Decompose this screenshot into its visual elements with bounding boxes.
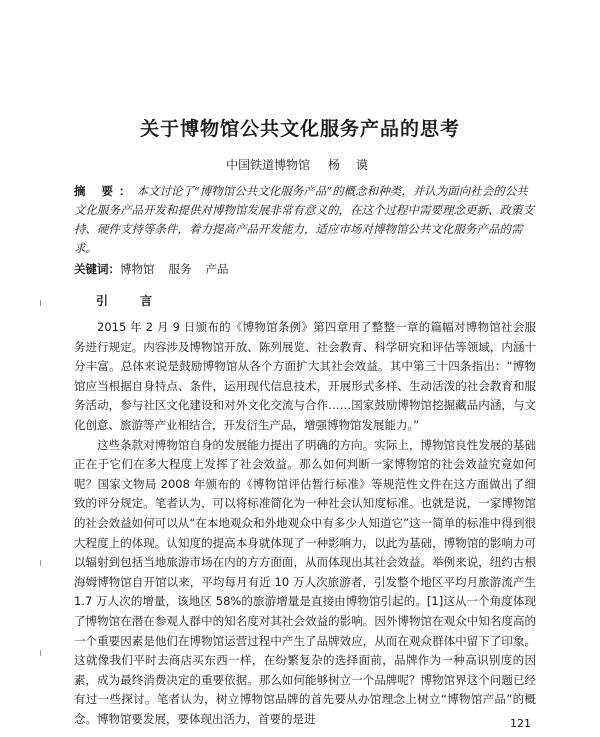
article-title: 关于博物馆公共文化服务产品的思考 xyxy=(139,118,460,140)
keywords xyxy=(74,261,534,277)
paragraph: 2015 年 2 月 9 日颁布的《博物馆条例》第四章用了整整一章的篇幅对博物馆社会服务进行规定。内容涉及博物馆开放、陈列展览、社会教育、科学研究和评估等领域，内涵十分丰富。总体来说是鼓励博物馆从各个方面扩大其社会效益。其中第三十四条指出：“博物馆应当根据自身特点、条件，运用现代信息技术，开展形式多样、生动活泼的社会教育和服务活动，参与社区文化建设和对外文化交流与合作……国家鼓励博物馆挖掘藏品内涵，与文化创意、旅游等产业相结合，开发衍生产品，增强博物馆发展能力。” xyxy=(74,320,536,432)
body-text xyxy=(74,318,536,729)
keyword: 服务 xyxy=(168,262,192,276)
margin-mark xyxy=(40,650,41,656)
abstract xyxy=(74,182,534,258)
margin-mark xyxy=(40,560,41,566)
keyword: 产品 xyxy=(205,262,229,276)
abstract-label: 摘 要： xyxy=(74,184,137,198)
abstract-text: 本文讨论了“博物馆公共文化服务产品”的概念和种类，并认为面向社会的公共文化服务产品开发和提供对博物馆发展非常有意义的，在这个过程中需要理念更新、政策支持、硬件支持等条件，着力提高产品开发能力，适应市场对博物馆公共文化服务产品的需求。 xyxy=(74,184,534,255)
keywords-label: 关键词： xyxy=(74,262,120,276)
affiliation: 中国铁道博物馆 xyxy=(226,158,311,172)
byline xyxy=(0,156,600,173)
section-heading: 引 言 xyxy=(96,294,167,308)
page-number: 121 xyxy=(510,717,531,730)
margin-mark xyxy=(40,300,41,306)
author-name: 杨 谟 xyxy=(328,158,374,172)
paragraph: 这些条款对博物馆自身的发展能力提出了明确的方向。实际上，博物馆良性发展的基础正在于它们在多大程度上发挥了社会效益。那么如何判断一家博物馆的社会效益究竟如何呢？国家文物局 2008 年颁布的《博物馆评估暂行标准》等规范性文件在这方面做出了细致的评分规定。笔者认为，可以将标准简化为一种社会认知度标准。也就是说，一家博物馆的社会效益如何可以从“在本地观众和外地观众中有多少人知道它”这一简单的标准中得到很大程度上的体现。认知度的提高本身就体现了一种影响力，以此为基础，博物馆的影响力可以辐射到包括当地旅游市场在内的方方面面，从而体现出其社会效益。举例来说，纽约古根海姆博物馆自开馆以来，平均每月有近 10 万人次旅游者，引发整个地区平均月旅游流产生 1.7 万人次的增量，该地区 58%的旅游增量是直接由博物馆引起的。[1]这从一个角度体现了博物馆在潜在参观人群中的知名度对其社会效益的影响。因外博物馆在观众中知名度高的一个重要因素是他们在博物馆运营过程中产生了品牌效应，从而在观众群体中留下了印象。这就像我们平时去商店买东西一样，在纷繁复杂的选择面前，品牌作为一种高识别度的因素，成为最终消费决定的重要依据。那么如何能够树立一个品牌呢？博物馆界这个问题已经有过一些探讨。笔者认为，树立博物馆品牌的首先要从办馆理念上树立“博物馆产品”的概念。博物馆要发展，要体现出活力，首要的是进 xyxy=(74,437,536,726)
keyword: 博物馆 xyxy=(120,262,155,276)
